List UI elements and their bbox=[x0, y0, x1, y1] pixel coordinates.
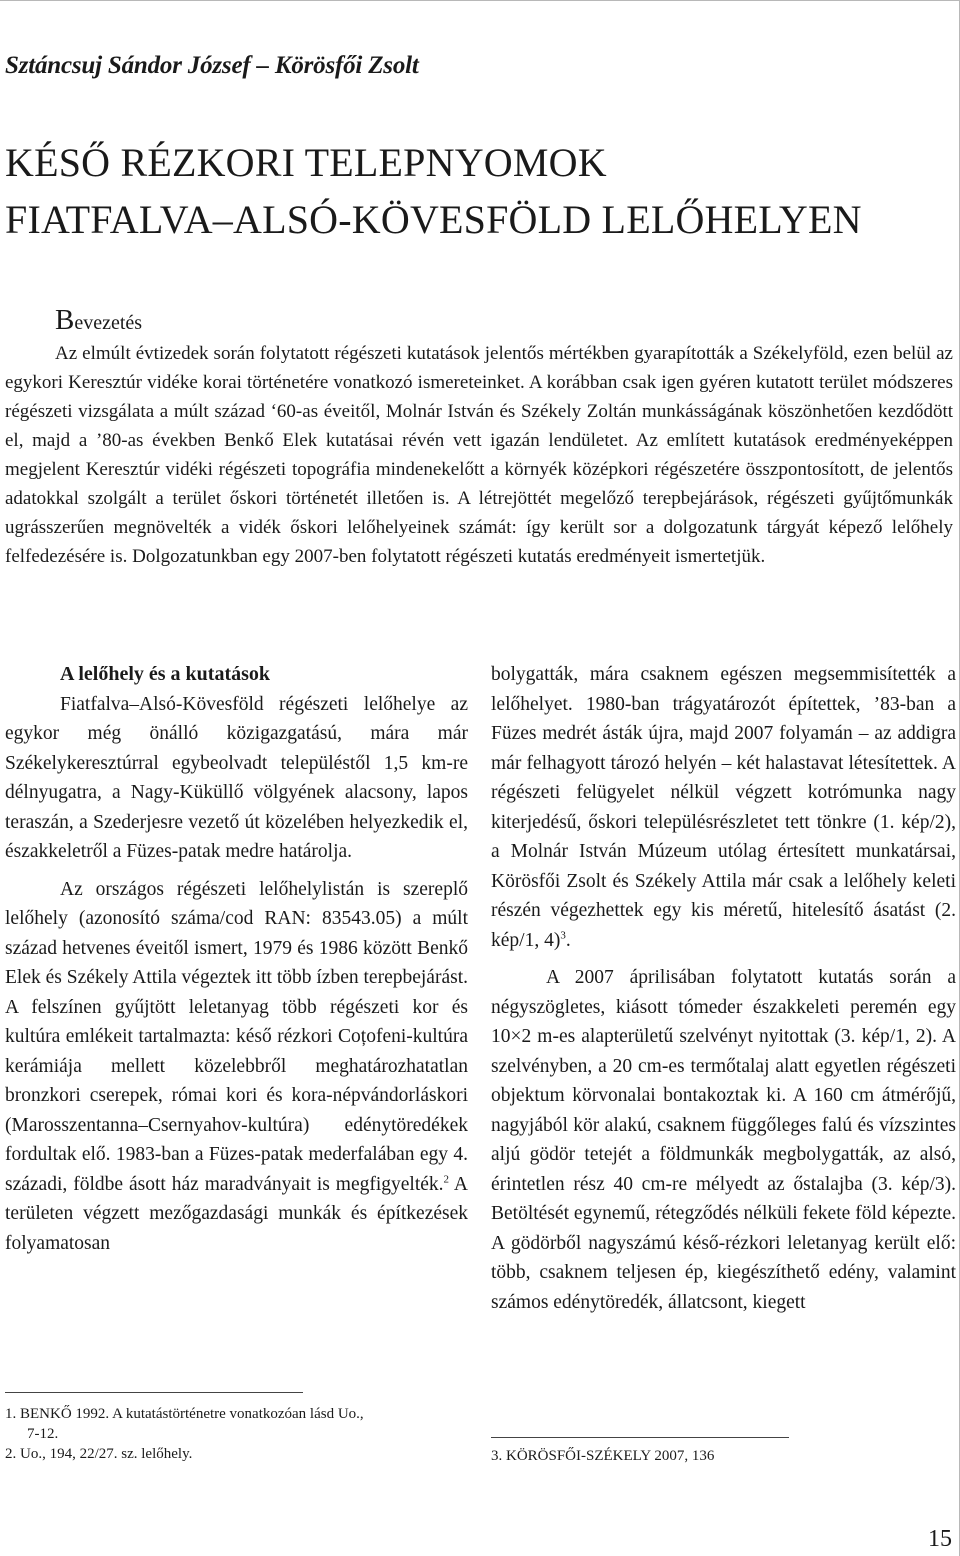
footnote-ref-2: 2 bbox=[443, 1173, 450, 1185]
introduction-heading bbox=[55, 306, 953, 337]
footnote-1: 1. BENKŐ 1992. A kutatástörténetre vonatkozóan lásd Uo., bbox=[5, 1406, 364, 1422]
left-paragraph-2-text: Az országos régészeti lelőhelylistán is szereplő lelőhely (azonosító száma/cod RAN: 83543.05) a múlt század hetvenes éveitől ismert, 1979 és 1986 között Benkő Elek és Székely Attila végeztek itt több ízben terepbejárást. A felszínen gyűjtött leletanyag több régészeti kor és kultúra emlékeit tartalmazta: késő rézkori Coțofeni-kultúra kerámiája mellett közelebbről meghatározhatatlan bronzkori cserepek, római kori és kora-népvándorláskori (Marosszentanna–Csernyahov-kultúra) edénytöredékek fordultak elő. 1983-ban a Füzes-patak mederfalában egy 4. századi, földbe ásott ház maradványait is megfigyelték. bbox=[5, 878, 468, 1195]
right-column bbox=[491, 660, 956, 1317]
introduction-paragraph: Az elmúlt évtizedek során folytatott régészeti kutatások jelentős mértékben gyarapították a Székelyföld, ezen belül az egykori Keresztúr vidéke korai történetére vonatkozó ismereteinket. A korábban csak igen gyéren kutatott terület módszeres régészeti vizsgálata a múlt század ‘60-as éveitől, Molnár István és Székely Zoltán munkásságának köszönhetően kezdődött el, majd a ’80-as években Benkő Elek kutatásai révén vett igazán lendületet. Az említett kutatások eredményeképpen megjelent Keresztúr vidéki régészeti topográfia mindenekelőtt a környék középkori régészetére összpontosított, de jelentős adatokkal szolgált a terület őskori történetét illetően is. A létrejöttét megelőző terepbejárások, régészeti gyűjtőmunkák ugrásszerűen megnövelték a vidék őskori lelőhelyeinek számát: így került sor a dolgozatunk tárgyát képező lelőhely felfedezésére is. Dolgozatunkban egy 2007-ben folytatott régészeti kutatás eredményeit ismertetjük. bbox=[5, 343, 953, 567]
heading-rest: evezetés bbox=[74, 312, 143, 334]
left-column bbox=[5, 660, 468, 1258]
article-authors: Sztáncsuj Sándor József – Körösfői Zsolt bbox=[5, 52, 419, 79]
title-line-2: FIATFALVA–ALSÓ-KÖVESFÖLD LELŐHELYEN bbox=[5, 197, 862, 242]
footnote-rule-right bbox=[491, 1437, 789, 1438]
footnotes-left bbox=[5, 1404, 475, 1464]
section-heading: A lelőhely és a kutatások bbox=[60, 663, 271, 685]
right-paragraph-1-end: . bbox=[565, 929, 571, 951]
right-paragraph-1 bbox=[491, 660, 956, 955]
footnote-2: 2. Uo., 194, 22/27. sz. lelőhely. bbox=[5, 1446, 193, 1462]
right-paragraph-1-text: bolygatták, mára csaknem egészen megsemmisítették a lelőhelyet. 1980-ban trágyatározót építettek, ’83-ban a Füzes medrét ásták újra, majd 2007 folyamán – az addigra már felhagyott tározó helyén – két halastavat létesítettek. A régészeti felügyelet nélkül végzett kotrómunka nagy kiterjedésű, őskori településrészletet tett tönkre (1. kép/2), a Molnár István Múzeum utólag értesített munkatársai, Körösfői Zsolt és Székely Attila már csak a lelőhely keleti részén végezhettek egy kis méretű, hitelesítő ásatást (2. kép/1, 4) bbox=[491, 664, 956, 951]
right-paragraph-2: A 2007 áprilisában folytatott kutatás során a négyszögletes, kiásott tómeder északkeleti peremén egy 10×2 m-es alapterületű szelvényt nyitottak (3. kép/1, 2). A szelvényben, a 20 cm-es termőtalaj alatt egyetlen régészeti objektum körvonalai bontakoztak ki. A 160 cm átmérőjű, nagyjából kör alakú, csaknem függőleges falú és vízszintes aljú gödör tetejét a földmunkák megbolygatták, az alsó, érintetlen rész 40 cm-re mélyedt az őstalajba (3. kép/3). Betöltését egynemű, rétegződés nélküli fekete föld képezte. A gödörből nagyszámú késő-rézkori leletanyag került elő: több, csaknem teljesen ép, kiegészíthető edény, valamint számos edénytöredék, állatcsont, kiegett bbox=[491, 967, 956, 1313]
introduction-section bbox=[5, 306, 953, 571]
heading-initial: B bbox=[55, 304, 75, 336]
footnote-ref-3: 3 bbox=[560, 929, 566, 941]
page-number: 15 bbox=[928, 1526, 952, 1552]
left-paragraph-2-cont: A területen végzett mezőgazdasági munkák és építkezések folyamatosan bbox=[5, 1173, 468, 1254]
article-title bbox=[5, 134, 862, 248]
left-paragraph-2 bbox=[5, 875, 468, 1259]
footnotes-right bbox=[491, 1446, 956, 1466]
footnote-3: 3. KÖRÖSFŐI-SZÉKELY 2007, 136 bbox=[491, 1448, 715, 1464]
left-paragraph-1: Fiatfalva–Alsó-Kövesföld régészeti lelőhelye az egykor még önálló közigazgatású, mára már Székelykeresztúrral egybeolvadt településtől 1,5 km-re délnyugatra, a Nagy-Küküllő völgyének alacsony, lapos teraszán, a Szederjesre vezető út közelében helyezkedik el, északkeletről a Füzes-patak medre határolja. bbox=[5, 693, 468, 862]
footnote-rule-left bbox=[5, 1392, 303, 1393]
title-line-1: KÉSŐ RÉZKORI TELEPNYOMOK bbox=[5, 140, 607, 185]
footnote-1-cont: 7-12. bbox=[27, 1426, 59, 1442]
